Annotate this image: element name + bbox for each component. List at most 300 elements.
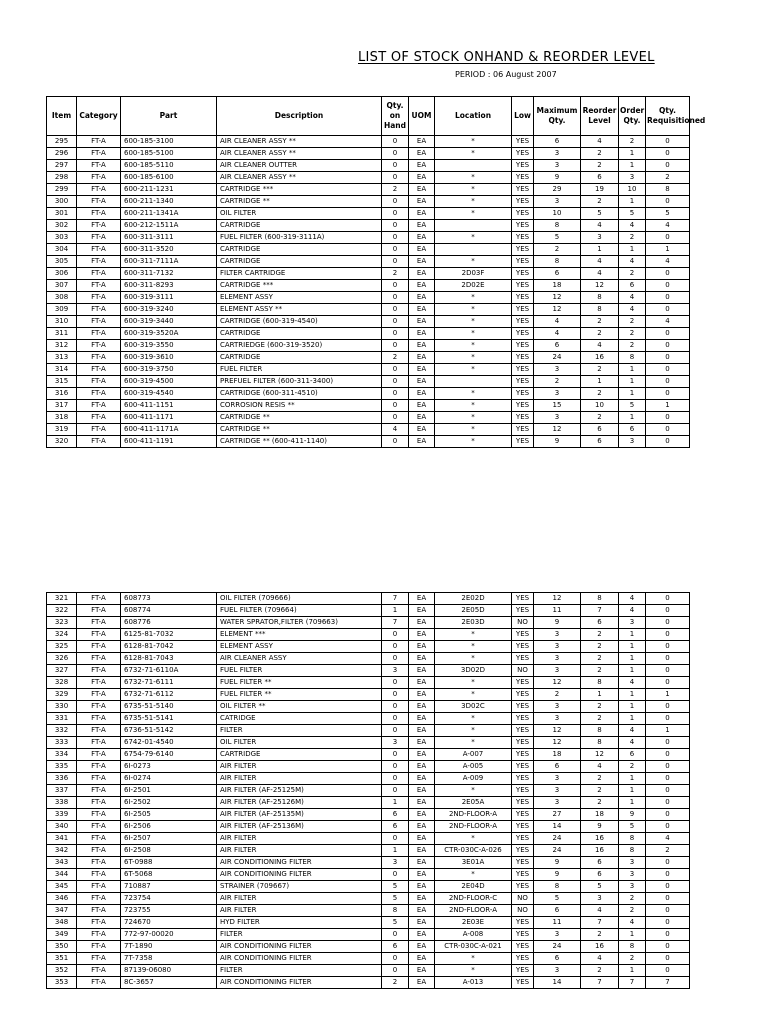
cell-uom: EA	[409, 689, 435, 701]
cell-reorder-level: 8	[581, 677, 619, 689]
cell-qty-requisitioned: 0	[646, 160, 690, 172]
cell-qty-on-hand: 0	[382, 785, 409, 797]
cell-part: 6I-2501	[121, 785, 217, 797]
cell-uom: EA	[409, 905, 435, 917]
cell-location: *	[435, 292, 512, 304]
cell-location: *	[435, 256, 512, 268]
cell-low: NO	[512, 617, 534, 629]
cell-category: FT-A	[77, 809, 121, 821]
cell-reorder-level: 2	[581, 797, 619, 809]
cell-order-qty: 2	[619, 316, 646, 328]
cell-low: YES	[512, 677, 534, 689]
cell-description: AIR CLEANER ASSY	[217, 653, 382, 665]
cell-uom: EA	[409, 941, 435, 953]
cell-reorder-level: 7	[581, 917, 619, 929]
cell-location: 2D03F	[435, 268, 512, 280]
cell-qty-on-hand: 5	[382, 881, 409, 893]
cell-max-qty: 2	[534, 376, 581, 388]
table-row	[47, 701, 690, 713]
cell-description: FUEL FILTER	[217, 364, 382, 376]
table-row	[47, 160, 690, 172]
cell-reorder-level: 6	[581, 617, 619, 629]
cell-category: FT-A	[77, 617, 121, 629]
cell-low: YES	[512, 785, 534, 797]
cell-description: AIR FILTER	[217, 845, 382, 857]
cell-part: 600-311-7132	[121, 268, 217, 280]
table-row	[47, 917, 690, 929]
table-row	[47, 629, 690, 641]
cell-qty-requisitioned: 0	[646, 749, 690, 761]
cell-qty-requisitioned: 0	[646, 617, 690, 629]
cell-reorder-level: 6	[581, 869, 619, 881]
cell-max-qty: 10	[534, 208, 581, 220]
cell-category: FT-A	[77, 929, 121, 941]
cell-description: CORROSION RESIS **	[217, 400, 382, 412]
table-body	[47, 593, 690, 989]
cell-reorder-level: 6	[581, 424, 619, 436]
cell-qty-requisitioned: 0	[646, 905, 690, 917]
cell-description: AIR FILTER	[217, 833, 382, 845]
cell-qty-on-hand: 0	[382, 749, 409, 761]
cell-description: CARTRIDGE (600-319-4540)	[217, 316, 382, 328]
cell-part: 600-319-3610	[121, 352, 217, 364]
cell-uom: EA	[409, 677, 435, 689]
cell-reorder-level: 2	[581, 148, 619, 160]
cell-description: CATRIDGE	[217, 713, 382, 725]
cell-qty-on-hand: 0	[382, 244, 409, 256]
cell-low: YES	[512, 641, 534, 653]
cell-part: 6I-2508	[121, 845, 217, 857]
cell-description: AIR CLEANER ASSY **	[217, 172, 382, 184]
header-order-qty: Order Qty.	[619, 97, 646, 136]
cell-qty-on-hand: 2	[382, 352, 409, 364]
cell-low: YES	[512, 220, 534, 232]
cell-uom: EA	[409, 436, 435, 448]
table-row	[47, 400, 690, 412]
cell-low: YES	[512, 172, 534, 184]
table-row	[47, 797, 690, 809]
cell-part: 6I-0273	[121, 761, 217, 773]
cell-qty-on-hand: 3	[382, 737, 409, 749]
cell-part: 8C-3657	[121, 977, 217, 989]
cell-description: AIR CONDITIONING FILTER	[217, 953, 382, 965]
cell-part: 6I-0274	[121, 773, 217, 785]
cell-low: YES	[512, 773, 534, 785]
cell-location: *	[435, 629, 512, 641]
cell-qty-on-hand: 5	[382, 893, 409, 905]
cell-max-qty: 3	[534, 412, 581, 424]
cell-max-qty: 12	[534, 424, 581, 436]
cell-order-qty: 1	[619, 148, 646, 160]
cell-description: CARTRIDGE **	[217, 424, 382, 436]
cell-category: FT-A	[77, 316, 121, 328]
table-row	[47, 220, 690, 232]
cell-item: 349	[47, 929, 77, 941]
cell-max-qty: 27	[534, 809, 581, 821]
cell-max-qty: 2	[534, 689, 581, 701]
cell-reorder-level: 18	[581, 809, 619, 821]
cell-uom: EA	[409, 773, 435, 785]
cell-category: FT-A	[77, 436, 121, 448]
cell-uom: EA	[409, 232, 435, 244]
cell-location: 2ND-FLOOR-A	[435, 809, 512, 821]
cell-order-qty: 8	[619, 845, 646, 857]
cell-uom: EA	[409, 148, 435, 160]
cell-order-qty: 2	[619, 328, 646, 340]
cell-part: 6128-81-7042	[121, 641, 217, 653]
cell-item: 328	[47, 677, 77, 689]
cell-part: 600-311-3111	[121, 232, 217, 244]
cell-description: FILTER	[217, 965, 382, 977]
cell-location: *	[435, 352, 512, 364]
cell-order-qty: 3	[619, 869, 646, 881]
cell-part: 6754-79-6140	[121, 749, 217, 761]
cell-reorder-level: 2	[581, 388, 619, 400]
cell-category: FT-A	[77, 412, 121, 424]
cell-qty-requisitioned: 0	[646, 292, 690, 304]
cell-category: FT-A	[77, 941, 121, 953]
cell-order-qty: 3	[619, 857, 646, 869]
cell-qty-on-hand: 0	[382, 304, 409, 316]
cell-qty-requisitioned: 2	[646, 172, 690, 184]
cell-description: CARTRIDGE (600-311-4510)	[217, 388, 382, 400]
cell-low: YES	[512, 280, 534, 292]
cell-low: YES	[512, 857, 534, 869]
cell-item: 310	[47, 316, 77, 328]
cell-uom: EA	[409, 881, 435, 893]
table-row	[47, 665, 690, 677]
cell-reorder-level: 10	[581, 400, 619, 412]
cell-low: NO	[512, 665, 534, 677]
cell-description: FUEL FILTER (709664)	[217, 605, 382, 617]
cell-location: *	[435, 208, 512, 220]
cell-max-qty: 3	[534, 773, 581, 785]
cell-max-qty: 12	[534, 304, 581, 316]
cell-category: FT-A	[77, 388, 121, 400]
cell-low: YES	[512, 761, 534, 773]
cell-description: FUEL FILTER **	[217, 689, 382, 701]
table-row	[47, 641, 690, 653]
cell-part: 6I-2502	[121, 797, 217, 809]
cell-category: FT-A	[77, 713, 121, 725]
cell-item: 339	[47, 809, 77, 821]
cell-category: FT-A	[77, 905, 121, 917]
cell-category: FT-A	[77, 244, 121, 256]
cell-description: FUEL FILTER (600-319-3111A)	[217, 232, 382, 244]
cell-low: YES	[512, 953, 534, 965]
cell-qty-requisitioned: 0	[646, 809, 690, 821]
table-row	[47, 881, 690, 893]
cell-order-qty: 1	[619, 689, 646, 701]
cell-qty-on-hand: 0	[382, 364, 409, 376]
cell-category: FT-A	[77, 977, 121, 989]
cell-item: 335	[47, 761, 77, 773]
cell-location: 2ND-FLOOR-A	[435, 821, 512, 833]
cell-category: FT-A	[77, 208, 121, 220]
cell-location: 2E03D	[435, 617, 512, 629]
cell-location: *	[435, 869, 512, 881]
cell-qty-on-hand: 0	[382, 869, 409, 881]
cell-uom: EA	[409, 953, 435, 965]
cell-reorder-level: 2	[581, 713, 619, 725]
cell-item: 319	[47, 424, 77, 436]
cell-qty-on-hand: 6	[382, 809, 409, 821]
cell-part: 600-411-1191	[121, 436, 217, 448]
cell-category: FT-A	[77, 280, 121, 292]
cell-order-qty: 1	[619, 244, 646, 256]
cell-qty-on-hand: 0	[382, 208, 409, 220]
cell-uom: EA	[409, 244, 435, 256]
cell-category: FT-A	[77, 833, 121, 845]
cell-uom: EA	[409, 605, 435, 617]
table-row	[47, 148, 690, 160]
cell-order-qty: 1	[619, 713, 646, 725]
cell-location: *	[435, 388, 512, 400]
cell-qty-requisitioned: 8	[646, 184, 690, 196]
cell-uom: EA	[409, 160, 435, 172]
cell-item: 337	[47, 785, 77, 797]
cell-reorder-level: 4	[581, 953, 619, 965]
cell-category: FT-A	[77, 917, 121, 929]
cell-item: 323	[47, 617, 77, 629]
cell-qty-on-hand: 0	[382, 653, 409, 665]
cell-uom: EA	[409, 713, 435, 725]
cell-order-qty: 7	[619, 977, 646, 989]
cell-location: CTR-030C-A-021	[435, 941, 512, 953]
cell-description: CARTRIDGE	[217, 749, 382, 761]
cell-qty-on-hand: 2	[382, 977, 409, 989]
cell-qty-requisitioned: 7	[646, 977, 690, 989]
cell-order-qty: 10	[619, 184, 646, 196]
cell-location: 2E02D	[435, 593, 512, 605]
cell-qty-on-hand: 0	[382, 388, 409, 400]
cell-low: NO	[512, 893, 534, 905]
cell-qty-on-hand: 0	[382, 256, 409, 268]
cell-description: ELEMENT ASSY	[217, 641, 382, 653]
cell-category: FT-A	[77, 641, 121, 653]
cell-reorder-level: 4	[581, 905, 619, 917]
cell-qty-on-hand: 2	[382, 268, 409, 280]
cell-description: WATER SPRATOR,FILTER (709663)	[217, 617, 382, 629]
cell-order-qty: 2	[619, 761, 646, 773]
cell-qty-requisitioned: 0	[646, 869, 690, 881]
header-item: Item	[47, 97, 77, 136]
cell-qty-requisitioned: 0	[646, 364, 690, 376]
cell-qty-on-hand: 5	[382, 917, 409, 929]
cell-low: YES	[512, 833, 534, 845]
cell-item: 303	[47, 232, 77, 244]
cell-low: YES	[512, 845, 534, 857]
cell-description: CARTRIDGE	[217, 256, 382, 268]
cell-qty-requisitioned: 0	[646, 773, 690, 785]
cell-part: 600-211-1341A	[121, 208, 217, 220]
cell-max-qty: 24	[534, 833, 581, 845]
header-qty-requisitioned: Qty. Requisitioned	[646, 97, 690, 136]
cell-uom: EA	[409, 809, 435, 821]
table-row	[47, 821, 690, 833]
cell-item: 334	[47, 749, 77, 761]
cell-max-qty: 3	[534, 701, 581, 713]
cell-category: FT-A	[77, 881, 121, 893]
cell-qty-requisitioned: 0	[646, 665, 690, 677]
table-row	[47, 725, 690, 737]
cell-item: 298	[47, 172, 77, 184]
cell-location: 2ND-FLOOR-A	[435, 905, 512, 917]
cell-part: 600-411-1171	[121, 412, 217, 424]
cell-item: 347	[47, 905, 77, 917]
cell-qty-on-hand: 0	[382, 761, 409, 773]
cell-location: *	[435, 400, 512, 412]
cell-reorder-level: 7	[581, 605, 619, 617]
cell-low: YES	[512, 725, 534, 737]
table-row	[47, 785, 690, 797]
cell-category: FT-A	[77, 761, 121, 773]
cell-max-qty: 24	[534, 352, 581, 364]
cell-item: 312	[47, 340, 77, 352]
cell-max-qty: 3	[534, 641, 581, 653]
cell-qty-requisitioned: 0	[646, 196, 690, 208]
cell-uom: EA	[409, 172, 435, 184]
cell-uom: EA	[409, 593, 435, 605]
cell-qty-requisitioned: 5	[646, 208, 690, 220]
cell-max-qty: 8	[534, 220, 581, 232]
cell-uom: EA	[409, 316, 435, 328]
cell-order-qty: 4	[619, 256, 646, 268]
cell-uom: EA	[409, 821, 435, 833]
cell-order-qty: 2	[619, 136, 646, 148]
cell-category: FT-A	[77, 773, 121, 785]
cell-part: 600-311-7111A	[121, 256, 217, 268]
cell-item: 321	[47, 593, 77, 605]
cell-qty-requisitioned: 1	[646, 244, 690, 256]
cell-location: *	[435, 328, 512, 340]
cell-part: 87139-06080	[121, 965, 217, 977]
header-low: Low	[512, 97, 534, 136]
cell-qty-on-hand: 0	[382, 412, 409, 424]
cell-order-qty: 3	[619, 881, 646, 893]
table-row	[47, 869, 690, 881]
cell-qty-on-hand: 2	[382, 184, 409, 196]
cell-category: FT-A	[77, 701, 121, 713]
cell-reorder-level: 3	[581, 232, 619, 244]
table-row	[47, 845, 690, 857]
cell-category: FT-A	[77, 220, 121, 232]
report-title: LIST OF STOCK ONHAND & REORDER LEVEL	[358, 50, 655, 65]
cell-reorder-level: 4	[581, 268, 619, 280]
cell-category: FT-A	[77, 821, 121, 833]
cell-order-qty: 5	[619, 208, 646, 220]
cell-max-qty: 9	[534, 857, 581, 869]
cell-category: FT-A	[77, 256, 121, 268]
cell-item: 311	[47, 328, 77, 340]
cell-order-qty: 5	[619, 400, 646, 412]
cell-qty-on-hand: 0	[382, 436, 409, 448]
cell-qty-on-hand: 8	[382, 905, 409, 917]
cell-part: 724670	[121, 917, 217, 929]
cell-max-qty: 6	[534, 953, 581, 965]
cell-low: YES	[512, 713, 534, 725]
cell-part: 6I-2505	[121, 809, 217, 821]
cell-low: YES	[512, 593, 534, 605]
cell-reorder-level: 2	[581, 316, 619, 328]
cell-max-qty: 6	[534, 268, 581, 280]
cell-low: YES	[512, 352, 534, 364]
cell-low: YES	[512, 809, 534, 821]
cell-description: CARTRIDGE	[217, 244, 382, 256]
cell-qty-requisitioned: 0	[646, 304, 690, 316]
cell-part: 6735-51-5141	[121, 713, 217, 725]
cell-order-qty: 8	[619, 352, 646, 364]
cell-qty-requisitioned: 0	[646, 881, 690, 893]
cell-description: STRAINER (709667)	[217, 881, 382, 893]
cell-qty-on-hand: 0	[382, 328, 409, 340]
cell-description: FILTER CARTRIDGE	[217, 268, 382, 280]
cell-item: 304	[47, 244, 77, 256]
cell-qty-requisitioned: 4	[646, 833, 690, 845]
cell-category: FT-A	[77, 785, 121, 797]
cell-location: A-013	[435, 977, 512, 989]
cell-order-qty: 1	[619, 773, 646, 785]
cell-max-qty: 9	[534, 869, 581, 881]
cell-uom: EA	[409, 965, 435, 977]
cell-part: 710887	[121, 881, 217, 893]
cell-location: *	[435, 785, 512, 797]
cell-order-qty: 2	[619, 893, 646, 905]
cell-reorder-level: 4	[581, 761, 619, 773]
cell-reorder-level: 2	[581, 653, 619, 665]
cell-low: YES	[512, 424, 534, 436]
cell-item: 307	[47, 280, 77, 292]
cell-category: FT-A	[77, 304, 121, 316]
cell-part: 608773	[121, 593, 217, 605]
cell-max-qty: 9	[534, 617, 581, 629]
cell-low: YES	[512, 364, 534, 376]
cell-description: OIL FILTER	[217, 737, 382, 749]
cell-category: FT-A	[77, 328, 121, 340]
table-row	[47, 340, 690, 352]
cell-qty-requisitioned: 0	[646, 761, 690, 773]
cell-location: *	[435, 340, 512, 352]
cell-description: CARTRIDGE	[217, 220, 382, 232]
cell-part: 6T-0988	[121, 857, 217, 869]
cell-order-qty: 4	[619, 917, 646, 929]
cell-category: FT-A	[77, 605, 121, 617]
table-row	[47, 689, 690, 701]
table-row	[47, 773, 690, 785]
cell-order-qty: 4	[619, 593, 646, 605]
cell-part: 600-319-3520A	[121, 328, 217, 340]
table-row	[47, 941, 690, 953]
table-row	[47, 304, 690, 316]
cell-part: 6128-81-7043	[121, 653, 217, 665]
cell-uom: EA	[409, 785, 435, 797]
cell-part: 600-185-6100	[121, 172, 217, 184]
cell-low: YES	[512, 917, 534, 929]
cell-max-qty: 24	[534, 845, 581, 857]
cell-max-qty: 5	[534, 232, 581, 244]
cell-max-qty: 3	[534, 665, 581, 677]
cell-part: 6I-2506	[121, 821, 217, 833]
cell-low: YES	[512, 388, 534, 400]
cell-part: 600-211-1231	[121, 184, 217, 196]
cell-uom: EA	[409, 184, 435, 196]
cell-qty-requisitioned: 4	[646, 220, 690, 232]
cell-max-qty: 8	[534, 256, 581, 268]
cell-uom: EA	[409, 220, 435, 232]
cell-order-qty: 4	[619, 304, 646, 316]
cell-uom: EA	[409, 364, 435, 376]
cell-max-qty: 6	[534, 761, 581, 773]
